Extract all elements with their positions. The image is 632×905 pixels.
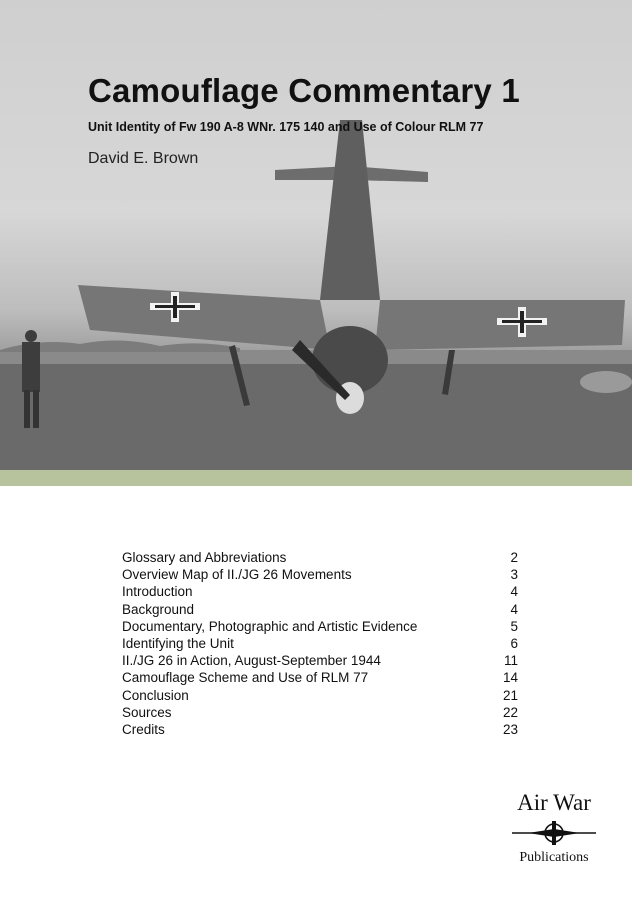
toc-entry <box>122 669 518 686</box>
toc-entry <box>122 549 518 566</box>
toc-label: Documentary, Photographic and Artistic Evidence <box>122 618 418 634</box>
toc-page: 2 <box>510 550 518 565</box>
toc-page: 23 <box>502 721 518 737</box>
toc-label: Camouflage Scheme and Use of RLM 77 <box>122 670 369 686</box>
toc-page: 11 <box>503 653 518 669</box>
toc-entry <box>122 601 518 618</box>
toc-label: Credits <box>122 721 165 737</box>
aircraft-emblem-icon <box>512 818 596 848</box>
cover-title: Camouflage Commentary 1 <box>88 72 520 109</box>
toc-page: 21 <box>502 687 518 703</box>
toc-entry <box>122 704 518 721</box>
toc-label: Background <box>122 601 195 617</box>
toc-entry <box>122 566 518 583</box>
publisher-name-line2: Publications <box>519 850 589 865</box>
toc-entry <box>122 721 518 738</box>
toc-entry <box>122 652 518 669</box>
toc-label: Identifying the Unit <box>122 635 234 651</box>
toc-label: Glossary and Abbreviations <box>122 550 287 565</box>
toc-page: 14 <box>502 670 518 686</box>
toc-label: Overview Map of II./JG 26 Movements <box>122 567 352 583</box>
publisher-logo <box>508 790 600 866</box>
toc-page: 4 <box>510 601 518 617</box>
toc-label: II./JG 26 in Action, August-September 1944 <box>122 653 381 669</box>
publisher-name-line1: Air War <box>517 790 591 815</box>
toc-entry <box>122 618 518 635</box>
cover-author: David E. Brown <box>88 150 199 167</box>
color-band <box>0 470 632 486</box>
toc-label: Sources <box>122 704 172 720</box>
toc-page: 6 <box>510 635 518 651</box>
cover-subtitle: Unit Identity of Fw 190 A-8 WNr. 175 140 and Use of Colour RLM 77 <box>88 120 484 134</box>
toc-page: 3 <box>510 567 518 583</box>
toc-label: Introduction <box>122 584 193 600</box>
toc-entry <box>122 635 518 652</box>
toc-entry <box>122 687 518 704</box>
toc-page: 4 <box>510 584 518 600</box>
toc-page: 22 <box>502 704 518 720</box>
table-of-contents <box>122 549 518 738</box>
toc-entry <box>122 583 518 600</box>
toc-label: Conclusion <box>122 687 189 703</box>
toc-page: 5 <box>510 618 518 634</box>
